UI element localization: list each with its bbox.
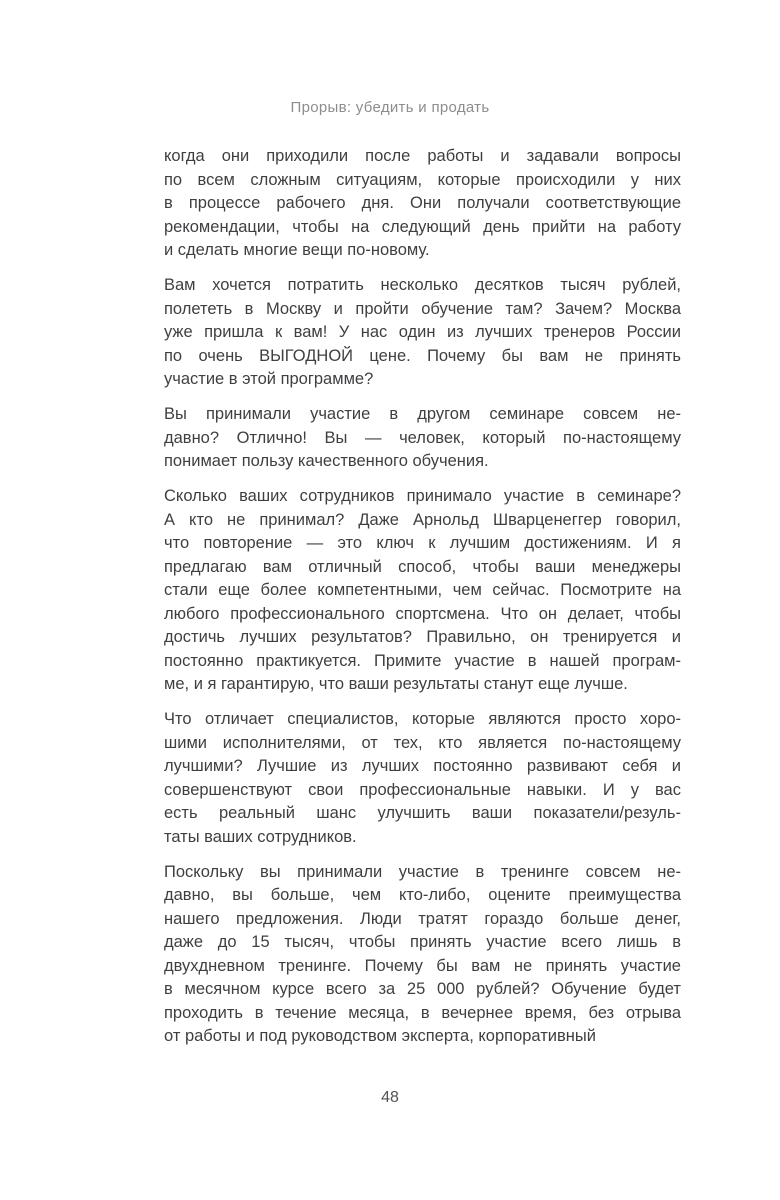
text-line: лучшими? Лучшие из лучших постоянно развивают себя и — [164, 757, 681, 775]
text-line: Поскольку вы принимали участие в тренинге совсем не- — [164, 862, 681, 881]
text-line: понимает пользу качественного обучения. — [164, 452, 489, 470]
paragraph — [164, 861, 681, 1049]
text-line: даже до 15 тысяч, чтобы принять участие всего лишь в — [164, 933, 681, 951]
text-line: двухдневном тренинге. Почему бы вам не принять участие — [164, 956, 681, 975]
page-body — [164, 145, 681, 1049]
text-line: по очень ВЫГОДНОЙ цене. Почему бы вам не принять — [164, 346, 681, 365]
text-line: в месячном курсе всего за 25 000 рублей? Обучение будет — [164, 980, 681, 998]
paragraph — [164, 274, 681, 392]
text-line: совершенствуют свои профессиональные навыки. И у вас — [164, 780, 681, 799]
text-line: шими исполнителями, от тех, кто является по-настоящему — [164, 733, 681, 752]
text-line: давно? Отлично! Вы — человек, который по-настоящему — [164, 428, 681, 447]
text-line: когда они приходили после работы и задавали вопросы — [164, 147, 681, 165]
text-line: в процессе рабочего дня. Они получали соответствующие — [164, 194, 681, 212]
text-line: Сколько ваших сотрудников принимало участие в семинаре? — [164, 487, 681, 505]
text-line: Вам хочется потратить несколько десятков тысяч рублей, — [164, 276, 681, 294]
text-line: Вы принимали участие в другом семинаре совсем не- — [164, 405, 681, 423]
text-line: участие в этой программе? — [164, 370, 374, 388]
paragraph — [164, 145, 681, 263]
text-line: есть реальный шанс улучшить ваши показатели/резуль- — [164, 804, 681, 822]
text-line: и сделать многие вещи по-новому. — [164, 241, 430, 259]
text-line: постоянно практикуется. Примите участие в нашей програм- — [164, 651, 681, 670]
paragraph — [164, 403, 681, 474]
text-line: предлагаю вам отличный способ, чтобы ваши менеджеры — [164, 557, 681, 576]
text-line: полететь в Москву и пройти обучение там? Зачем? Москва — [164, 299, 681, 318]
text-line: давно, вы больше, чем кто-либо, оцените преимущества — [164, 886, 681, 904]
text-line: проходить в течение месяца, в вечернее время, без отрыва — [164, 1003, 681, 1022]
text-line: нашего предложения. Люди тратят гораздо больше денег, — [164, 909, 681, 928]
text-line: стали еще более компетентными, чем сейчас. Посмотрите на — [164, 581, 681, 599]
page-number: 48 — [381, 1089, 399, 1106]
text-line: А кто не принимал? Даже Арнольд Шварценеггер говорил, — [164, 510, 681, 529]
text-line: Что отличает специалистов, которые являются просто хоро- — [164, 710, 681, 728]
paragraph — [164, 708, 681, 849]
text-line: что повторение — это ключ к лучшим достижениям. И я — [164, 534, 681, 552]
text-line: от работы и под руководством эксперта, корпоративный — [164, 1027, 596, 1045]
text-line: рекомендации, чтобы на следующий день прийти на работу — [164, 217, 681, 236]
paragraph — [164, 485, 681, 697]
text-line: достичь лучших результатов? Правильно, он тренируется и — [164, 628, 681, 646]
running-title: Прорыв: убедить и продать — [290, 99, 490, 116]
text-line: по всем сложным ситуациям, которые происходили у них — [164, 170, 681, 189]
text-line: таты ваших сотрудников. — [164, 827, 357, 846]
text-line: уже пришла к вам! У нас один из лучших тренеров России — [164, 323, 681, 341]
text-line: любого профессионального спортсмена. Что он делает, чтобы — [164, 604, 681, 623]
text-line: ме, и я гарантирую, что ваши результаты станут еще лучше. — [164, 675, 628, 693]
